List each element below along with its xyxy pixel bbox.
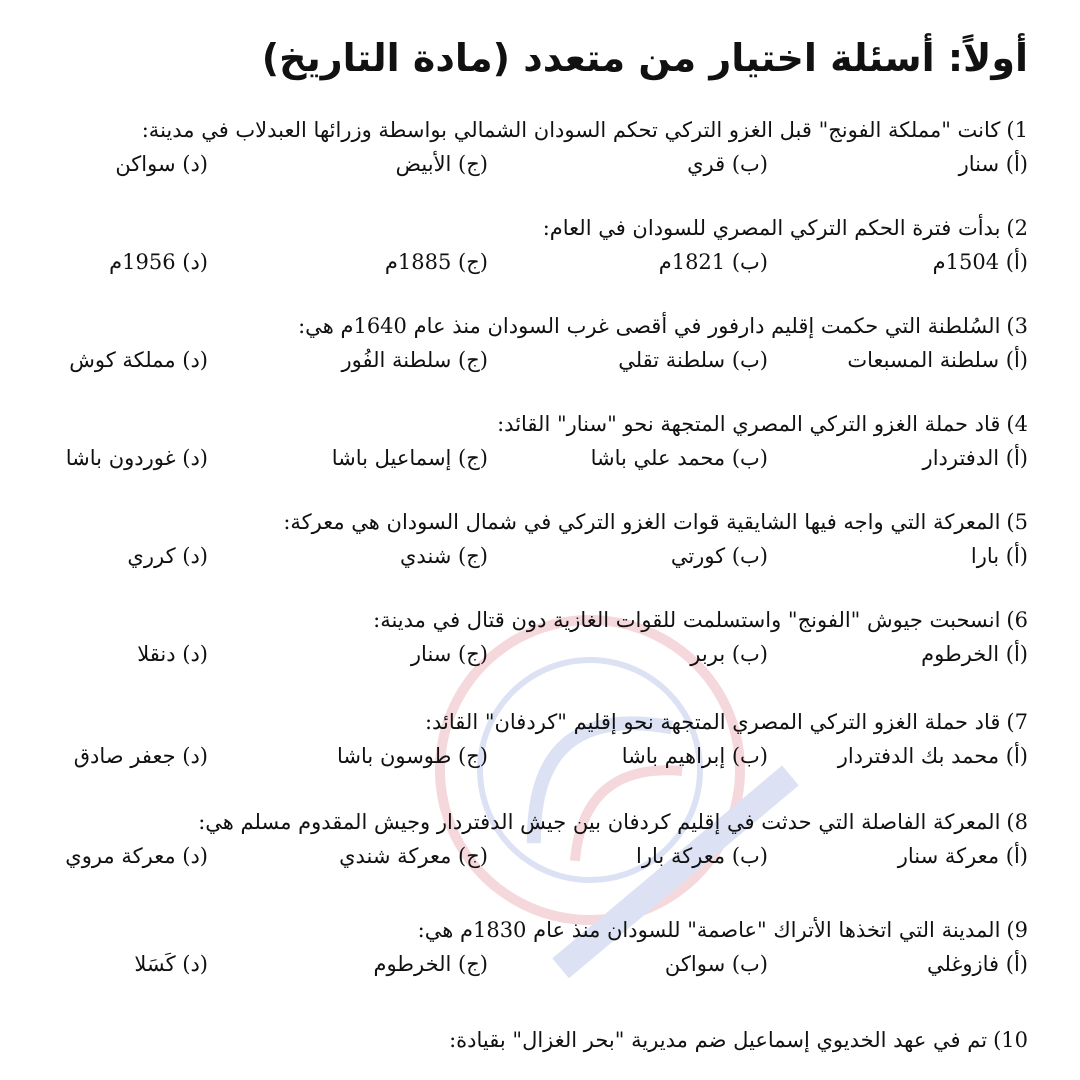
question-9-option-c: (ج) الخرطوم [373,952,488,976]
question-8-option-c: (ج) معركة شندي [339,844,488,868]
question-3-option-d: (د) مملكة كوش [69,348,208,372]
question-8-text: المعركة الفاصلة التي حدثت في إقليم كردفان بين جيش الدفتردار وجيش المقدوم مسلم هي: [198,810,1001,834]
question-8-number: 8) [1006,810,1028,834]
question-1-text: كانت "مملكة الفونج" قبل الغزو التركي تحكم السودان الشمالي بواسطة وزرائها العبدلاب في مدينة: [141,118,1001,142]
question-4-line [38,408,1028,442]
question-1-option-d: (د) سواكن [115,152,208,176]
question-3-number: 3) [1006,314,1028,338]
question-3-option-b: (ب) سلطنة تقلي [618,348,768,372]
question-8-line [38,806,1028,840]
question-7-text: قاد حملة الغزو التركي المصري المتجهة نحو إقليم "كردفان" القائد: [424,710,1001,734]
question-7-line [38,706,1028,740]
question-7-option-c: (ج) طوسون باشا [337,744,488,768]
question-3 [38,310,1028,378]
question-2-option-b: (ب) 1821م [658,250,768,274]
question-6-number: 6) [1006,608,1028,632]
question-9-text: المدينة التي اتخذها الأتراك "عاصمة" للسودان منذ عام 1830م هي: [417,918,1001,942]
question-9-option-d: (د) كَسَلا [134,952,208,976]
question-7-option-d: (د) جعفر صادق [73,744,208,768]
question-9-number: 9) [1006,918,1028,942]
question-3-option-a: (أ) سلطنة المسبعات [847,348,1028,372]
question-1-number: 1) [1006,118,1028,142]
question-6 [38,604,1028,672]
question-4-text: قاد حملة الغزو التركي المصري المتجهة نحو "سنار" القائد: [497,412,1001,436]
question-4 [38,408,1028,476]
question-7 [38,706,1028,774]
question-6-option-d: (د) دنقلا [137,642,208,666]
question-5-options [38,540,1028,574]
question-2-option-c: (ج) 1885م [384,250,488,274]
question-6-option-b: (ب) بربر [690,642,768,666]
page-title: أولاً: أسئلة اختيار من متعدد (مادة التاريخ) [261,36,1028,80]
question-8 [38,806,1028,874]
question-8-options [38,840,1028,874]
question-10 [38,1024,1028,1058]
question-6-option-a: (أ) الخرطوم [921,642,1028,666]
question-7-option-b: (ب) إبراهيم باشا [621,744,768,768]
question-2-option-a: (أ) 1504م [932,250,1028,274]
question-9-line [38,914,1028,948]
question-7-number: 7) [1006,710,1028,734]
question-4-option-c: (ج) إسماعيل باشا [331,446,488,470]
question-10-line [38,1024,1028,1058]
question-5-option-a: (أ) بارا [970,544,1028,568]
question-10-text: تم في عهد الخديوي إسماعيل ضم مديرية "بحر الغزال" بقيادة: [449,1028,988,1052]
question-9-option-a: (أ) فازوغلي [926,952,1028,976]
question-8-option-a: (أ) معركة سنار [897,844,1028,868]
question-5-option-c: (ج) شندي [399,544,488,568]
question-9-option-b: (ب) سواكن [664,952,768,976]
question-2-options [38,246,1028,280]
question-6-line [38,604,1028,638]
question-1-option-c: (ج) الأبيض [395,152,488,176]
question-6-options [38,638,1028,672]
question-4-number: 4) [1006,412,1028,436]
question-2 [38,212,1028,280]
question-3-text: السُلطنة التي حكمت إقليم دارفور في أقصى غرب السودان منذ عام 1640م هي: [298,314,1001,338]
question-1 [38,114,1028,182]
question-5-option-d: (د) كرري [127,544,208,568]
question-10-number: 10) [993,1028,1028,1052]
question-1-option-a: (أ) سنار [958,152,1028,176]
question-3-line [38,310,1028,344]
question-2-text: بدأت فترة الحكم التركي المصري للسودان في العام: [542,216,1001,240]
question-6-text: انسحبت جيوش "الفونج" واستسلمت للقوات الغازية دون قتال في مدينة: [373,608,1001,632]
question-1-option-b: (ب) قري [687,152,768,176]
question-7-option-a: (أ) محمد بك الدفتردار [837,744,1028,768]
question-6-option-c: (ج) سنار [410,642,488,666]
question-7-options [38,740,1028,774]
question-9-options [38,948,1028,982]
question-1-options [38,148,1028,182]
question-4-options [38,442,1028,476]
question-8-option-b: (ب) معركة بارا [636,844,768,868]
question-5-line [38,506,1028,540]
question-5-number: 5) [1006,510,1028,534]
question-5-option-b: (ب) كورتي [670,544,768,568]
question-2-option-d: (د) 1956م [109,250,208,274]
question-9 [38,914,1028,982]
question-4-option-b: (ب) محمد علي باشا [590,446,768,470]
question-3-options [38,344,1028,378]
question-3-option-c: (ج) سلطنة الفُور [341,348,488,372]
question-5-text: المعركة التي واجه فيها الشايقية قوات الغزو التركي في شمال السودان هي معركة: [283,510,1001,534]
question-2-line [38,212,1028,246]
question-2-number: 2) [1006,216,1028,240]
question-5 [38,506,1028,574]
question-4-option-d: (د) غوردون باشا [65,446,208,470]
question-1-line [38,114,1028,148]
question-4-option-a: (أ) الدفتردار [922,446,1028,470]
question-8-option-d: (د) معركة مروي [65,844,208,868]
